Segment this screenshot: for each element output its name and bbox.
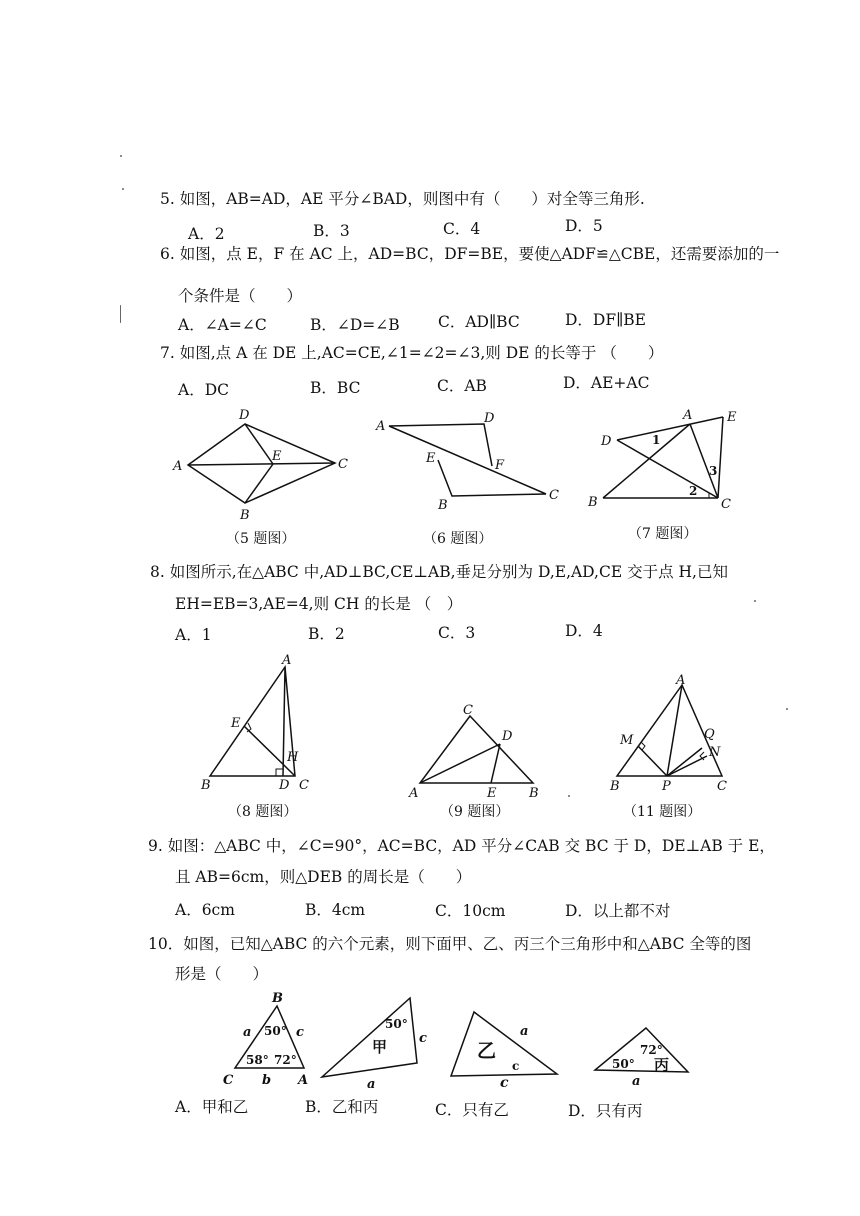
- fig10-abc-label-a: A: [298, 1073, 309, 1088]
- fig8-label-a: A: [282, 653, 292, 668]
- figure-7: [585, 405, 755, 515]
- q7-stem: 7. 如图,点 A 在 DE 上,AC=CE,∠1=∠2=∠3,则 DE 的长等于 （ ）: [160, 344, 664, 362]
- fig8-label-d: D: [279, 778, 290, 793]
- fig6-label-f: F: [495, 458, 505, 473]
- fig10-abc-angle-72: 72°: [274, 1053, 297, 1067]
- q7-option-a[interactable]: A．DC: [178, 381, 229, 399]
- fig11-line-pm: [638, 746, 667, 776]
- fig10-abc-angle-58: 58°: [246, 1053, 269, 1067]
- fig5-label-c: C: [338, 457, 348, 472]
- fig8-line-ad: [283, 667, 285, 776]
- fig8-right-angle-d: [276, 769, 283, 776]
- fig10-yi-side-c: c: [500, 1075, 509, 1091]
- q5-option-c[interactable]: C．4: [443, 220, 481, 238]
- fig5-label-a: A: [173, 459, 183, 474]
- q9-option-a[interactable]: A．6cm: [175, 901, 235, 919]
- q5-option-d[interactable]: D．5: [565, 217, 603, 235]
- fig11-line-ap: [667, 685, 682, 776]
- q6-stem-line1: 6. 如图，点 E，F 在 AC 上，AD=BC，DF=BE，要使△ADF≌△CBE，还需要添加的一: [160, 245, 780, 263]
- q10-stem-line1: 10．如图，已知△ABC 的六个元素，则下面甲、乙、丙三个三角形中和△ABC 全等的图: [148, 935, 752, 953]
- fig10-yi-label-a: a: [520, 1024, 529, 1039]
- fig8-label-c: C: [299, 778, 309, 793]
- fig10-yi-label-yi: 乙: [477, 1040, 497, 1062]
- q10-stem-line2: 形是（ ）: [175, 965, 269, 983]
- fig7-label-c: C: [721, 497, 731, 512]
- fig11-label-p: P: [662, 779, 671, 794]
- fig5-caption: （5 题图）: [226, 531, 296, 547]
- fig10-bing-angle-50: 50°: [612, 1057, 635, 1071]
- fig11-label-n: N: [709, 745, 721, 760]
- fig8-triangle-abc: [210, 667, 295, 776]
- fig7-line-de: [617, 417, 723, 440]
- q9-option-b[interactable]: B．4cm: [305, 901, 366, 919]
- fig6-label-e: E: [426, 451, 436, 466]
- fig6-label-a: A: [376, 419, 386, 434]
- figure-9: [405, 700, 555, 800]
- figure-10-triangle-jia: [315, 990, 430, 1090]
- fig10-abc-label-b-side: b: [262, 1073, 272, 1088]
- fig10-abc-label-a-side: a: [243, 1025, 252, 1040]
- q8-option-d[interactable]: D．4: [565, 622, 603, 640]
- fig6-caption: （6 题图）: [423, 531, 493, 547]
- fig6-label-c: C: [549, 488, 559, 503]
- q8-stem-line2: EH=EB=3,AE=4,则 CH 的长是 （ ）: [175, 595, 463, 613]
- scan-speck: [568, 795, 570, 797]
- fig7-line-dc: [617, 440, 718, 498]
- figure-5: [170, 405, 360, 525]
- figure-10-triangle-bing: [590, 1020, 700, 1090]
- fig11-label-c: C: [717, 779, 727, 794]
- fig9-line-ad: [420, 744, 500, 783]
- figure-8: [195, 650, 325, 800]
- fig7-line-ec: [718, 417, 723, 498]
- fig11-label-q: Q: [704, 727, 715, 742]
- fig7-caption: （7 题图）: [628, 526, 698, 542]
- figure-10-triangle-abc: [218, 990, 313, 1090]
- q10-option-b[interactable]: B．乙和丙: [305, 1098, 379, 1116]
- fig10-bing-label-bing: 丙: [654, 1056, 670, 1074]
- q5-stem: 5. 如图，AB=AD，AE 平分∠BAD，则图中有（ ）对全等三角形.: [160, 190, 645, 208]
- fig6-path-adfc: [389, 424, 492, 466]
- fig10-yi-angle-50: c: [512, 1059, 520, 1073]
- fig5-label-e: E: [272, 449, 282, 464]
- q6-option-c[interactable]: C．AD∥BC: [438, 313, 520, 331]
- fig7-label-1: 1: [652, 433, 661, 447]
- fig11-caption: （11 题图）: [623, 804, 702, 820]
- q10-option-a[interactable]: A．甲和乙: [175, 1098, 249, 1116]
- fig9-label-b: B: [529, 786, 539, 801]
- fig5-label-d: D: [239, 408, 250, 423]
- fig6-line-ac: [389, 426, 546, 494]
- fig6-label-b: B: [438, 498, 448, 513]
- q9-stem-line1: 9. 如图：△ABC 中，∠C=90°，AC=BC，AD 平分∠CAB 交 BC 于 D，DE⊥AB 于 E，: [148, 837, 775, 855]
- fig11-line-pq: [667, 748, 702, 776]
- q9-option-d[interactable]: D．以上都不对: [565, 902, 671, 920]
- fig10-jia-label-c: c: [419, 1031, 427, 1046]
- q7-option-c[interactable]: C．AB: [437, 377, 487, 395]
- fig8-label-e: E: [231, 716, 241, 731]
- q8-option-c[interactable]: C．3: [438, 624, 476, 642]
- fig11-line-pn: [667, 756, 707, 776]
- fig8-right-angle-e: [247, 723, 251, 732]
- q6-stem-line2: 个条件是（ ）: [178, 287, 303, 305]
- fig9-caption: （9 题图）: [440, 804, 510, 820]
- q8-stem-line1: 8. 如图所示,在△ABC 中,AD⊥BC,CE⊥AB,垂足分别为 D,E,AD,CE 交于点 H,已知: [150, 563, 728, 581]
- fig9-label-c: C: [463, 703, 473, 718]
- fig8-label-h: H: [287, 750, 299, 765]
- fig10-yi-triangle: [451, 1012, 557, 1076]
- fig10-abc-label-c: C: [223, 1073, 234, 1088]
- fig8-label-b: B: [201, 778, 211, 793]
- fig9-label-d: D: [502, 729, 513, 744]
- q6-option-a[interactable]: A．∠A=∠C: [178, 316, 267, 334]
- fig11-label-a: A: [676, 673, 686, 688]
- scan-speck: [754, 600, 756, 602]
- figure-11: [600, 672, 750, 792]
- q6-option-d[interactable]: D．DF∥BE: [565, 311, 646, 329]
- scan-speck: [120, 155, 122, 157]
- q8-option-b[interactable]: B．2: [308, 625, 345, 643]
- scan-speck: [786, 708, 788, 710]
- fig8-caption: （8 题图）: [228, 804, 298, 820]
- fig11-label-b: B: [610, 779, 620, 794]
- q5-option-a[interactable]: A．2: [188, 225, 225, 243]
- fig7-label-a: A: [683, 408, 693, 423]
- q5-option-b[interactable]: B．3: [313, 222, 350, 240]
- fig10-bing-angle-72: 72°: [640, 1043, 663, 1057]
- fig10-jia-label-jia: 甲: [372, 1038, 388, 1056]
- fig11-label-m: M: [620, 733, 634, 748]
- fig7-line-ba: [603, 424, 690, 498]
- fig9-triangle-abc: [420, 716, 533, 783]
- fig10-jia-label-a: a: [367, 1077, 376, 1092]
- fig9-line-de: [491, 744, 500, 783]
- fig9-label-e: E: [487, 786, 497, 801]
- fig10-bing-label-a: a: [632, 1074, 641, 1089]
- fig5-label-b: B: [240, 508, 250, 523]
- q9-option-c[interactable]: C．10cm: [435, 902, 506, 920]
- q9-stem-line2: 且 AB=6cm，则△DEB 的周长是（ ）: [175, 868, 472, 886]
- fig10-jia-triangle: [322, 998, 417, 1077]
- scan-speck: [120, 305, 121, 323]
- q10-option-c[interactable]: C．只有乙: [435, 1101, 509, 1119]
- fig7-label-b: B: [588, 495, 598, 510]
- scan-speck: [122, 188, 124, 190]
- fig7-label-d: D: [601, 434, 612, 449]
- figure-6: [372, 408, 572, 518]
- q7-option-d[interactable]: D．AE+AC: [563, 374, 650, 392]
- fig10-abc-label-b: B: [272, 991, 283, 1006]
- fig10-abc-label-c-side: c: [296, 1025, 304, 1040]
- q10-option-d[interactable]: D．只有丙: [568, 1102, 643, 1120]
- fig7-label-3: 3: [709, 464, 718, 478]
- fig10-abc-angle-50: 50°: [264, 1024, 287, 1038]
- fig5-line-ac: [188, 463, 335, 465]
- fig10-jia-angle-50: 50°: [385, 1017, 408, 1031]
- q7-option-b[interactable]: B．BC: [310, 379, 361, 397]
- q8-option-a[interactable]: A．1: [175, 626, 212, 644]
- fig6-label-d: D: [484, 411, 495, 426]
- fig7-label-e: E: [727, 410, 737, 425]
- q6-option-b[interactable]: B．∠D=∠B: [310, 316, 400, 334]
- fig9-label-a: A: [409, 786, 419, 801]
- fig7-label-2: 2: [689, 484, 698, 498]
